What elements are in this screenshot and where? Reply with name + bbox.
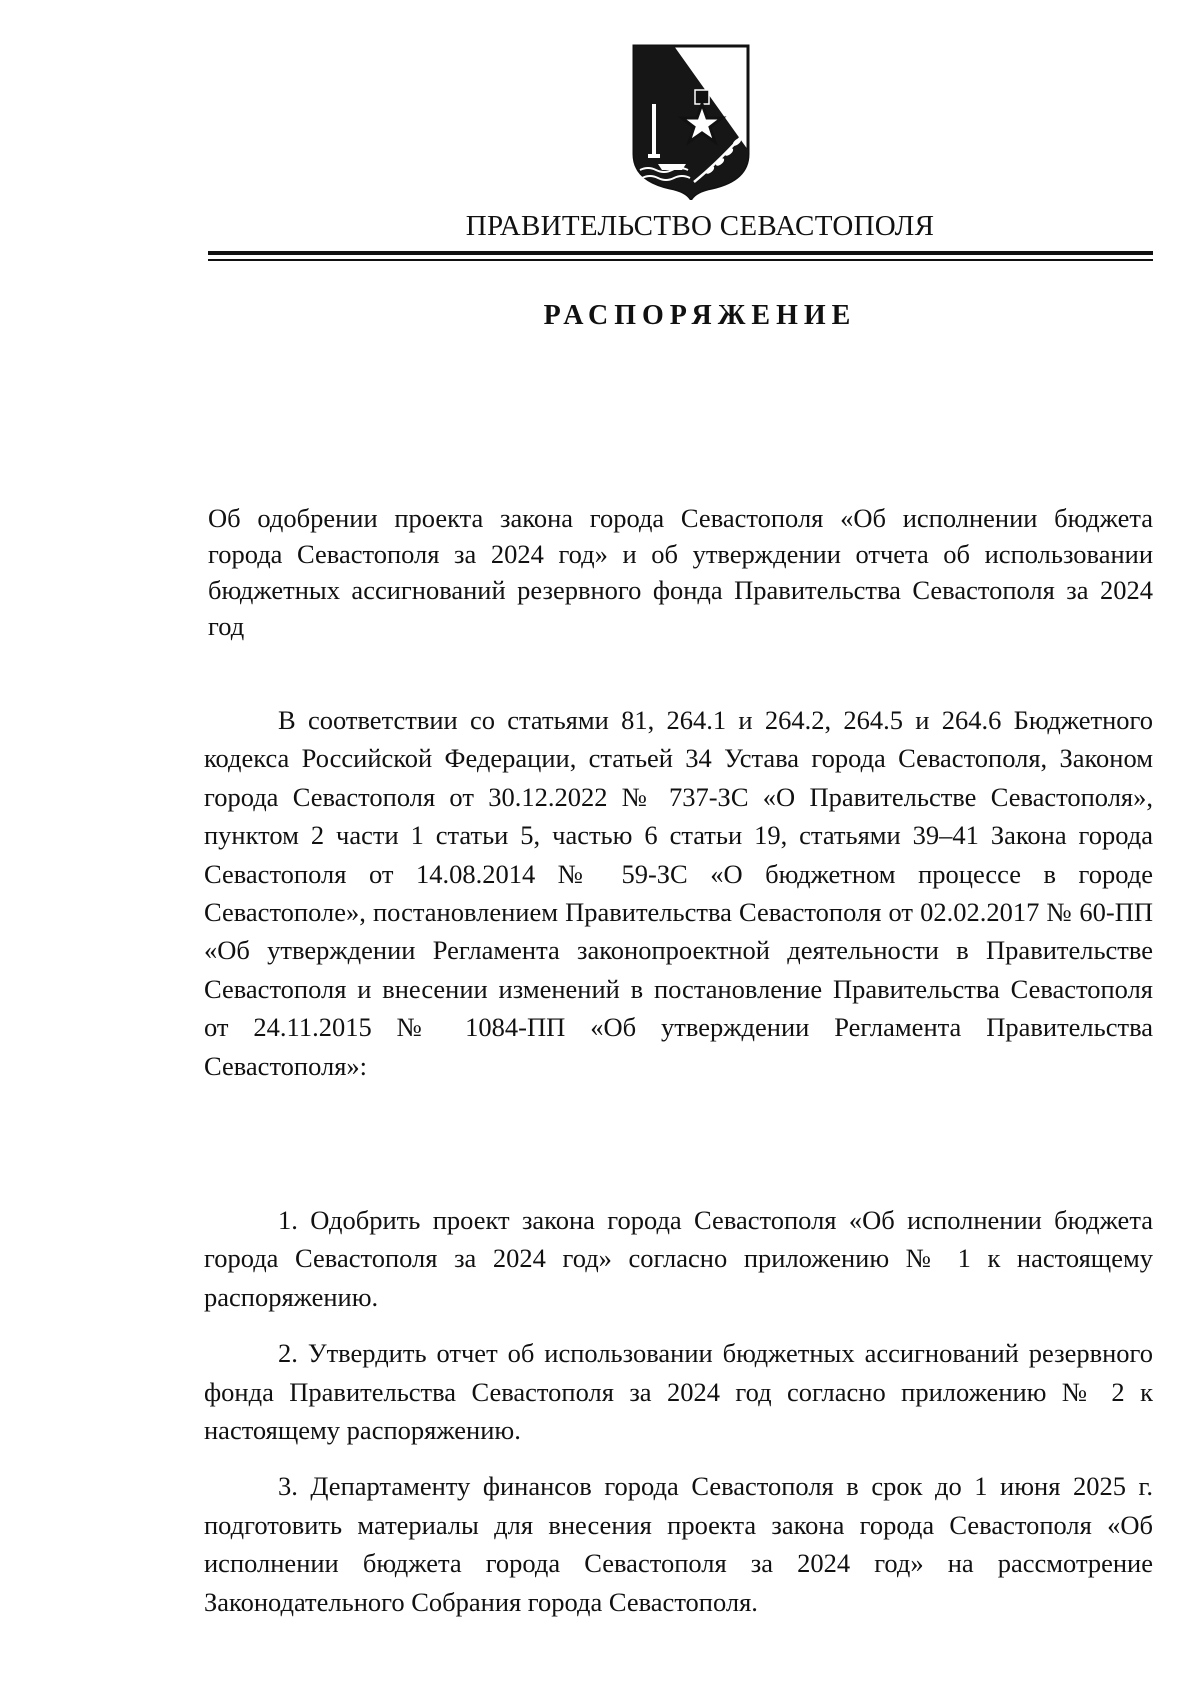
decision-clauses <box>204 1201 1153 1639</box>
clause-1: 1. Одобрить проект закона города Севастополя «Об исполнении бюджета города Севастополя за 2024 год» согласно приложению № 1 к настоящему распоряжению. <box>204 1205 1153 1312</box>
header-rule-thin <box>208 259 1153 261</box>
legal-basis-paragraph: В соответствии со статьями 81, 264.1 и 264.2, 264.5 и 264.6 Бюджетного кодекса Российской Федерации, статьей 34 Устава города Севастополя, Законом города Севастополя от 30.12.2022 № 737-ЗС «О Правительстве Севастополя», пунктом 2 части 1 статьи 5, частью 6 статьи 19, статьями 39–41 Закона города Севастополя от 14.08.2014 № 59-ЗС «О бюджетном процессе в городе Севастополе», постановлением Правительства Севастополя от 02.02.2017 № 60-ПП «Об утверждении Регламента законопроектной деятельности в Правительстве Севастополя и внесении изменений в постановление Правительства Севастополя от 24.11.2015 № 1084-ПП «Об утверждении Регламента Правительства Севастополя»: <box>204 705 1153 1081</box>
sevastopol-coat-of-arms-icon <box>628 42 754 200</box>
clause-3: 3. Департаменту финансов города Севастополя в срок до 1 июня 2025 г. подготовить материалы для внесения проекта закона города Севастополя «Об исполнении бюджета города Севастополя за 2024 год» на рассмотрение Законодательного Собрания города Севастополя. <box>204 1471 1153 1617</box>
document-subject: Об одобрении проекта закона города Севастополя «Об исполнении бюджета города Севастополя за 2024 год» и об утверждении отчета об использовании бюджетных ассигнований резервного фонда Правительства Севастополя за 2024 год <box>208 503 1153 641</box>
document-type-title: РАСПОРЯЖЕНИЕ <box>543 300 857 331</box>
header-rule-thick <box>208 251 1153 255</box>
issuing-authority: ПРАВИТЕЛЬСТВО СЕВАСТОПОЛЯ <box>465 210 935 242</box>
clause-2: 2. Утвердить отчет об использовании бюджетных ассигнований резервного фонда Правительства Севастополя за 2024 год согласно приложению № 2 к настоящему распоряжению. <box>204 1338 1153 1446</box>
